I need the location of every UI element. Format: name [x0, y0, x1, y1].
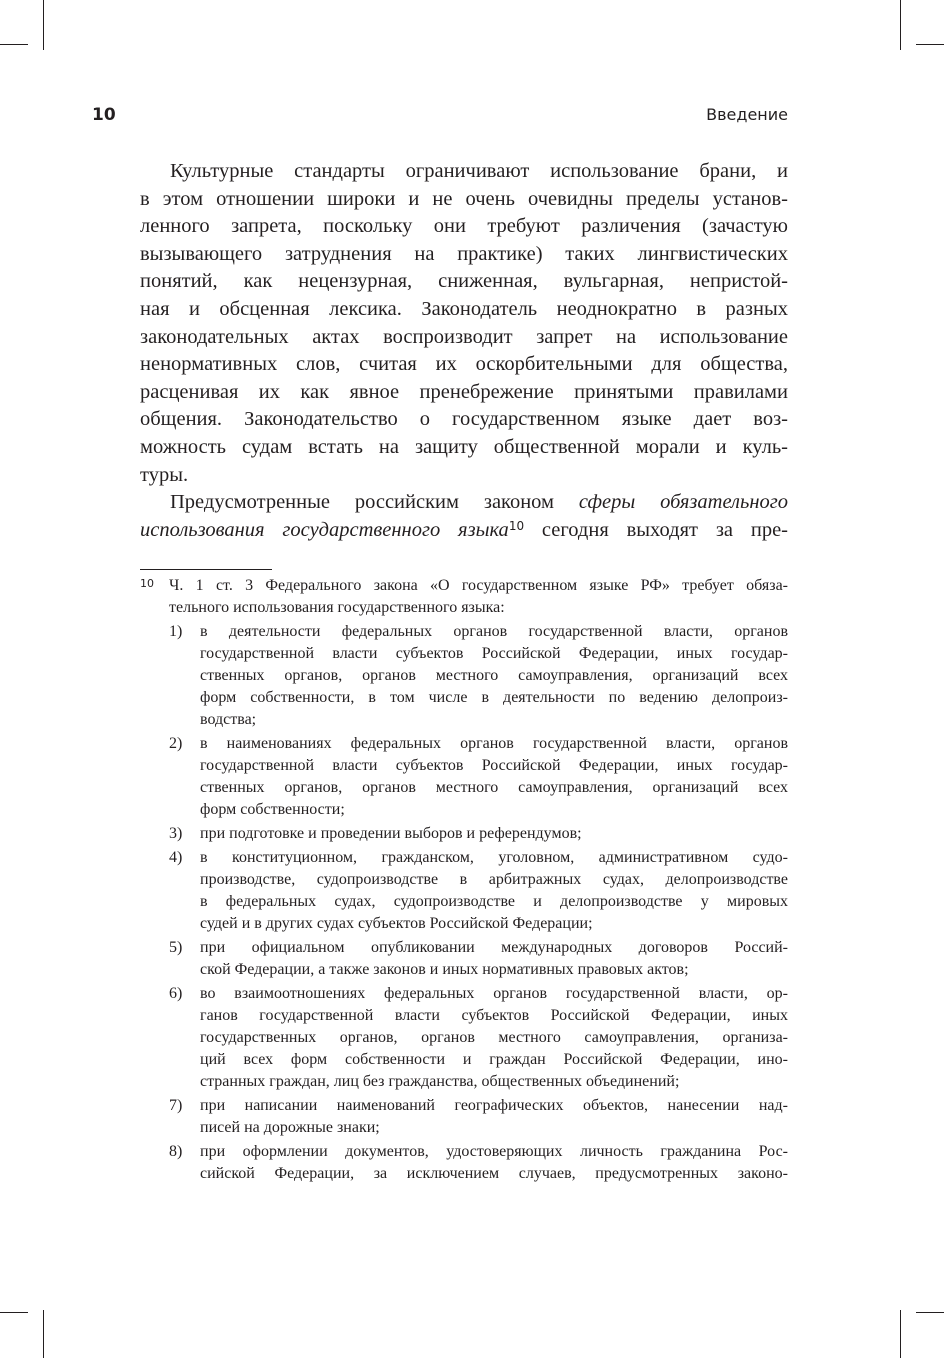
list-number: 2) — [169, 735, 183, 752]
list-number: 8) — [169, 1143, 183, 1160]
footnote-line: форм собственности; — [200, 801, 345, 818]
footnote-list-item — [140, 847, 788, 935]
body-line — [140, 213, 788, 241]
text-segment: понятий, как нецензурная, сниженная, вульгарная, непристой- — [140, 270, 788, 293]
footnote-list-item — [140, 1095, 788, 1139]
crop-mark — [900, 1310, 901, 1358]
crop-mark — [0, 1312, 28, 1313]
crop-mark — [900, 0, 901, 50]
text-segment: законодательных актах воспроизводит запрет на использование — [140, 325, 788, 348]
body-line — [140, 406, 788, 434]
footnote-line: судей и в других судах субъектов Российской Федерации; — [200, 915, 593, 932]
footnote-line: тельного использования государственного языка: — [169, 599, 505, 616]
page-number: 10 — [92, 105, 116, 125]
text-segment: Предусмотренные российским законом — [170, 491, 579, 514]
footnote-line: в наименованиях федеральных органов государственной власти, органов — [200, 735, 788, 752]
list-number: 1) — [169, 623, 183, 640]
footnote-line: производстве, судопроизводстве в арбитражных судах, делопроизводстве — [200, 871, 788, 888]
body-line — [140, 241, 788, 269]
italic-text: использования государственного языка — [140, 518, 509, 541]
footnote — [140, 575, 788, 1185]
italic-text: сферы обязательного — [578, 491, 788, 514]
body-line — [140, 517, 788, 545]
list-number: 7) — [169, 1097, 183, 1114]
footnote-line: ственных органов, органов местного самоуправления, организаций всех — [200, 779, 788, 796]
body-line — [140, 379, 788, 407]
body-line — [140, 158, 788, 186]
text-segment: ненормативных слов, считая их оскорбительными для общества, — [140, 353, 788, 376]
text-segment: Культурные стандарты ограничивают использование брани, и — [170, 160, 788, 182]
body-text — [140, 158, 788, 544]
text-segment: ная и обсценная лексика. Законодатель неоднократно в разных — [140, 297, 788, 320]
footnote-number: 10 — [140, 577, 154, 590]
footnote-line: странных граждан, лиц без гражданства, общественных объединений; — [200, 1073, 680, 1090]
footnote-intro — [140, 575, 788, 619]
footnote-line: писей на дорожные знаки; — [200, 1119, 380, 1136]
body-line — [140, 186, 788, 214]
footnote-rule — [140, 569, 272, 570]
crop-mark — [43, 0, 44, 50]
footnote-list-item — [140, 983, 788, 1093]
footnote-line: государственной власти субъектов Российской Федерации, иных государ- — [200, 757, 788, 774]
body-line — [140, 351, 788, 379]
body-line — [140, 296, 788, 324]
footnote-line: при оформлении документов, удостоверяющих личность гражданина Рос- — [200, 1143, 788, 1160]
body-line — [140, 489, 788, 517]
list-number: 6) — [169, 985, 183, 1002]
footnote-line: при подготовке и проведении выборов и референдумов; — [200, 825, 582, 842]
running-header: Введение — [706, 105, 788, 124]
footnote-line: в конституционном, гражданском, уголовном, административном судо- — [200, 849, 788, 866]
footnote-line: государственной власти субъектов Российской Федерации, иных государ- — [200, 645, 788, 662]
footnote-line: водства; — [200, 711, 257, 728]
footnote-list-item — [140, 823, 788, 845]
footnote-line: ций всех форм собственности и граждан Российской Федерации, ино- — [200, 1051, 788, 1068]
list-number: 5) — [169, 939, 183, 956]
footnote-line: ской Федерации, а также законов и иных нормативных правовых актов; — [200, 961, 689, 978]
footnote-line: ственных органов, органов местного самоуправления, организаций всех — [200, 667, 788, 684]
body-line — [140, 268, 788, 296]
crop-mark — [0, 44, 28, 45]
text-segment: туры. — [140, 463, 189, 486]
text-segment: ленного запрета, поскольку они требуют различения (зачастую — [140, 215, 788, 238]
footnote-list-item — [140, 733, 788, 821]
footnote-list-item — [140, 1141, 788, 1185]
body-line — [140, 324, 788, 352]
body-line — [140, 462, 788, 490]
text-segment: можность судам встать на защиту общественной морали и куль- — [140, 435, 788, 458]
footnote-list-item — [140, 937, 788, 981]
crop-mark — [43, 1310, 44, 1358]
footnote-line: в федеральных судах, судопроизводстве и делопроизводстве у мировых — [200, 893, 788, 910]
list-number: 4) — [169, 849, 183, 866]
footnote-list-item — [140, 621, 788, 731]
footnote-ref: 10 — [508, 518, 525, 533]
footnote-line: государственных органов, органов местного самоуправления, организа- — [200, 1029, 788, 1046]
text-segment: сегодня выходят за пре- — [524, 518, 789, 541]
footnote-line: при официальном опубликовании международных договоров Россий- — [200, 939, 788, 956]
text-segment: вызывающего затруднения на практике) таких лингвистических — [140, 242, 788, 265]
footnote-line: сийской Федерации, за исключением случаев, предусмотренных законо- — [200, 1165, 788, 1182]
text-segment: общения. Законодательство о государственном языке дает воз- — [140, 408, 788, 431]
footnote-line: при написании наименований географических объектов, нанесении над- — [200, 1097, 788, 1114]
footnote-line: ганов государственной власти субъектов Российской Федерации, иных — [200, 1007, 788, 1024]
crop-mark — [916, 1312, 944, 1313]
crop-mark — [916, 44, 944, 45]
body-line — [140, 434, 788, 462]
footnote-line: в деятельности федеральных органов государственной власти, органов — [200, 623, 788, 640]
text-segment: расценивая их как явное пренебрежение принятыми правилами — [140, 380, 788, 403]
footnote-line: форм собственности, в том числе в деятельности по ведению делопроиз- — [200, 689, 788, 706]
text-segment: в этом отношении широки и не очень очевидны пределы установ- — [140, 187, 788, 210]
list-number: 3) — [169, 825, 183, 842]
footnote-line: Ч. 1 ст. 3 Федерального закона «О государственном языке РФ» требует обяза- — [169, 577, 788, 594]
footnote-line: во взаимоотношениях федеральных органов государственной власти, ор- — [200, 985, 788, 1002]
